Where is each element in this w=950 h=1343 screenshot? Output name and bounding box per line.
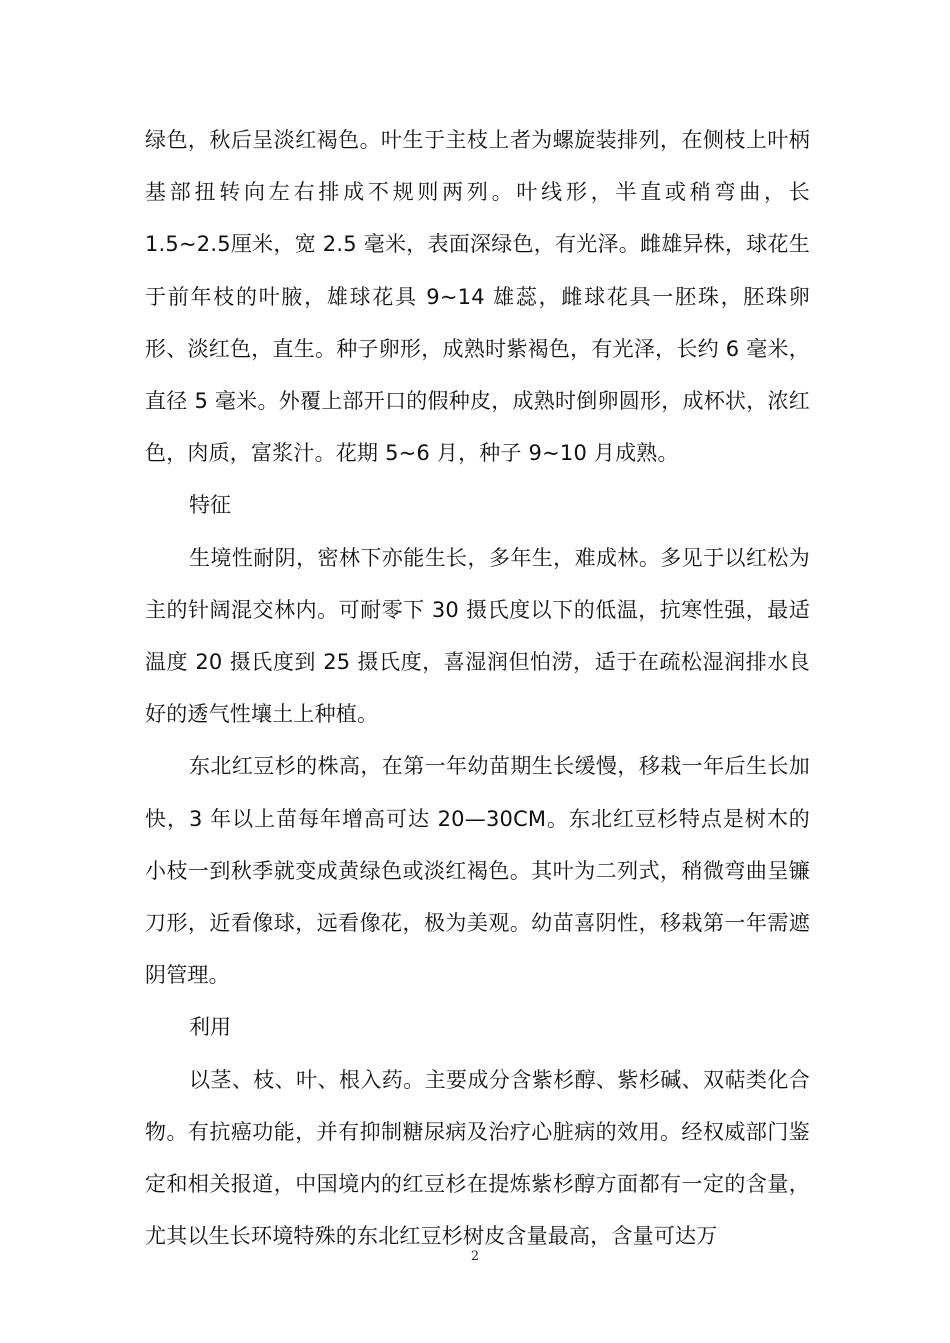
paragraph-features-habitat: 生境性耐阴，密林下亦能生长，多年生，难成林。多见于以红松为主的针阔混交林内。可耐零下 30 摄氏度以下的低温，抗寒性强，最适温度 20 摄氏度到 25 摄氏度，喜湿润但怕涝，适于在疏松湿润排水良好的透气性壤土上种植。 — [145, 545, 810, 727]
page-number: 2 — [470, 1249, 480, 1264]
paragraph-intro-continued: 绿色，秋后呈淡红褐色。叶生于主枝上者为螺旋装排列，在侧枝上叶柄基部扭转向左右排成不规则两列。叶线形，半直或稍弯曲，长 1.5~2.5厘米，宽 2.5 毫米，表面深绿色，有光泽。雌雄异株，球花生于前年枝的叶腋，雄球花具 9~14 雄蕊，雌球花具一胚珠，胚珠卵形、淡红色，直生。种子卵形，成熟时紫褐色，有光泽，长约 6 毫米，直径 5 毫米。外覆上部开口的假种皮，成熟时倒卵圆形，成杯状，浓红色，肉质，富浆汁。花期 5~6 月，种子 9~10 月成熟。 — [145, 128, 810, 466]
section-heading-uses: 利用 — [189, 1015, 231, 1040]
paragraph-uses-medicinal: 以茎、枝、叶、根入药。主要成分含紫杉醇、紫杉碱、双萜类化合物。有抗癌功能，并有抑制糖尿病及治疗心脏病的效用。经权威部门鉴定和相关报道，中国境内的红豆杉在提炼紫杉醇方面都有一定的含量，尤其以生长环境特殊的东北红豆杉树皮含量最高，含量可达万 — [145, 1067, 810, 1249]
paragraph-features-growth: 东北红豆杉的株高，在第一年幼苗期生长缓慢，移栽一年后生长加快，3 年以上苗每年增高可达 20—30CM。东北红豆杉特点是树木的小枝一到秋季就变成黄绿色或淡红褐色。其叶为二列式，稍微弯曲呈镰刀形，近看像球，远看像花，极为美观。幼苗喜阴性，移栽第一年需遮阴管理。 — [145, 754, 810, 988]
document-body — [145, 114, 810, 1262]
section-heading-features: 特征 — [189, 493, 231, 518]
